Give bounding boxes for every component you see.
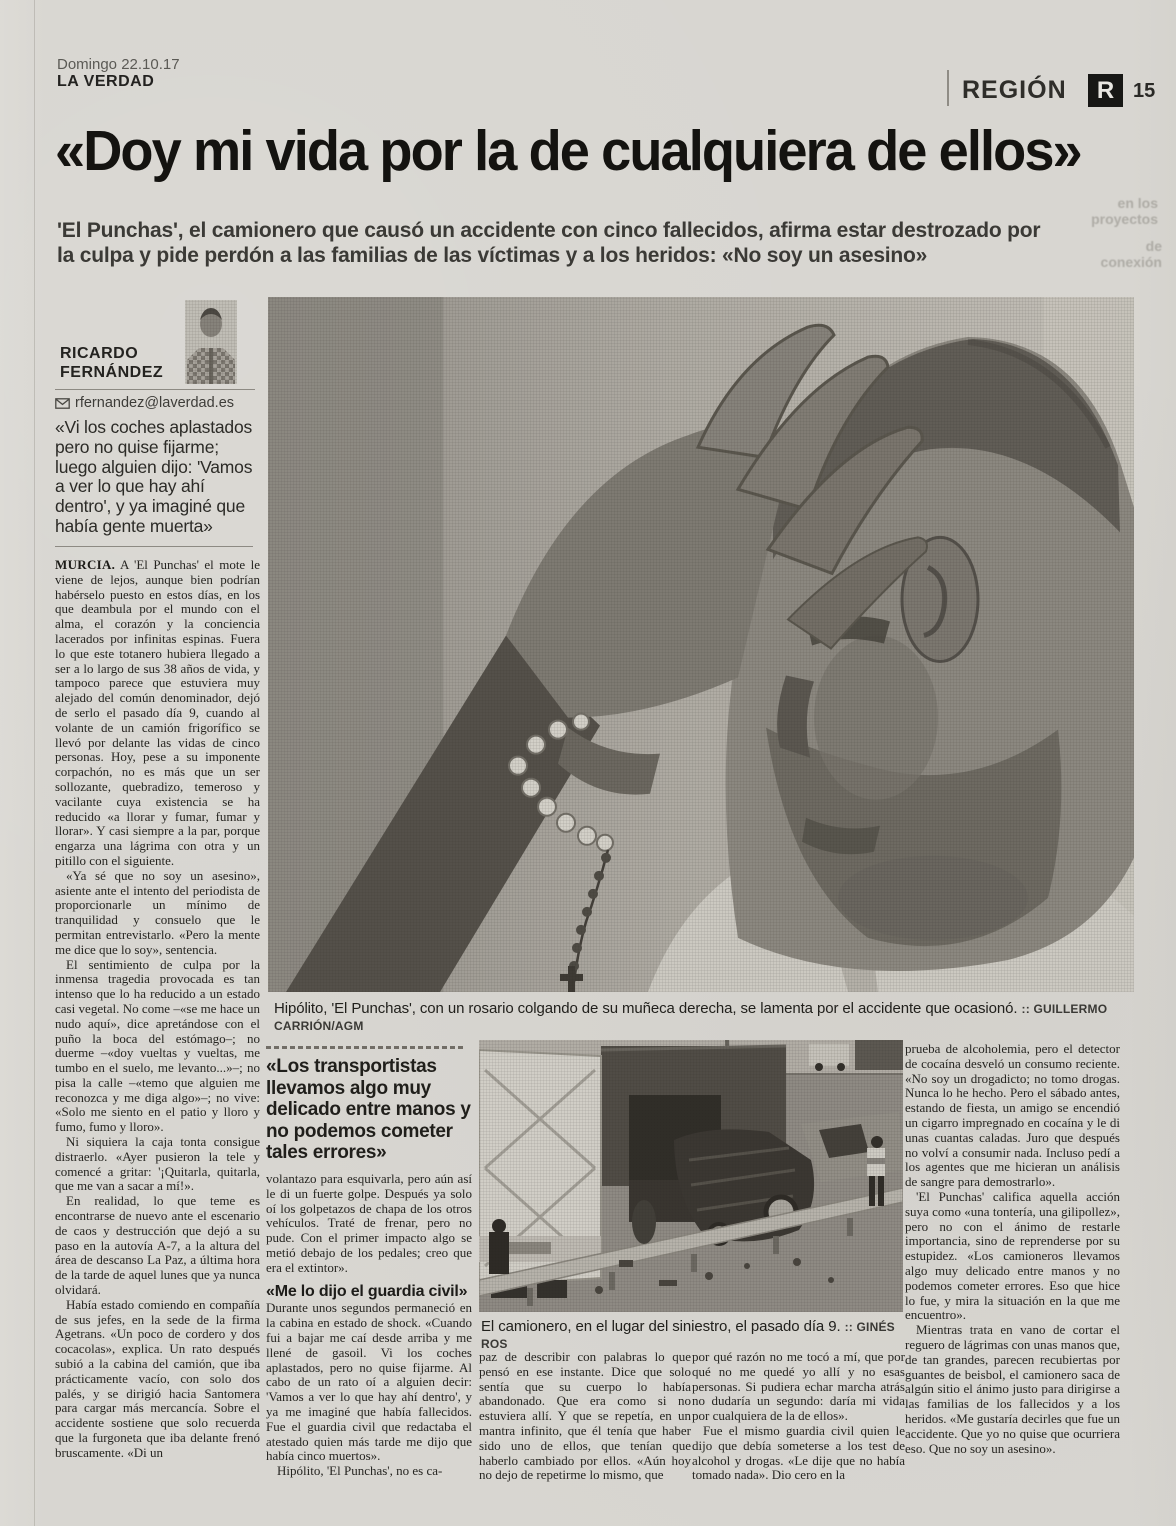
body-column-3 — [479, 1350, 691, 1520]
paragraph: Ni siquiera la caja tonta consigue distraerlo. «Ayer pusieron la tele y comencé a gritar: '¡Quitarla, quitarla, que me van a sacar a mí!». — [55, 1134, 260, 1194]
paragraph: Durante unos segundos permaneció en la cabina en estado de shock. «Cuando fui a bajar me caí desde arriba y me llené de gasoil. Vi los coches aplastados, pero no quise fijarme. Al cabo de un rato oí a alguien decir: 'Vamos a ver lo que hay ahí dentro', y ya me imaginé que había fallecidos. Fue el guardia civil que redactaba el atestado quien más tarde me dijo que había cinco muertos». — [266, 1300, 472, 1464]
edition-date: Domingo 22.10.17 — [57, 56, 180, 73]
reporter-photo — [185, 300, 237, 384]
body-column-4 — [692, 1350, 905, 1520]
section-badge: R — [1088, 74, 1123, 107]
pull-quote-first: «Vi los coches aplastados pero no quise fijarme; luego alguien dijo: 'Vamos a ver lo que hay ahí dentro', y ya imaginé que había gente muerta» — [55, 417, 253, 536]
paragraph: Había estado comiendo en compañía de sus jefes, en la sede de la firma Agetrans. «Un poco de cordero y dos cocacolas», explica. Un rato después subió a la cabina del camión, que iba prácticamente vacío, con solo dos palés, y se dirigió hacia Santomera para cargar más mercancía. Sobre el accidente sostiene que solo recuerda que la furgoneta que iba delante frenó bruscamente. «Di un — [55, 1296, 260, 1460]
main-photo — [268, 297, 1134, 992]
paragraph: Hipólito, 'El Punchas', no es ca- — [277, 1463, 443, 1479]
bleed-through-text: en los proyectos — [1091, 195, 1158, 227]
paragraph: Fue el mismo guardia civil quien le dijo que debía someterse a los test de alcohol y drogas. «Le dije que no había tomado nada». Dio cero en la — [692, 1422, 905, 1483]
main-photo-caption: Hipólito, 'El Punchas', con un rosario colgando de su muñeca derecha, se lamenta por el accidente que ocasionó. :: GUILLERMO CARRIÓN/AGM — [274, 1000, 1108, 1033]
paragraph: volantazo para esquivarla, pero aún así le di un fuerte golpe. Después ya solo oí los golpetazos de chapa de los otros vehículos. Traté de frenar, pero no pude. Con el primer impacto algo se metió debajo de los pedales; creo que era el extintor». — [266, 1172, 472, 1275]
byline-rule — [55, 389, 255, 390]
paragraph: Mientras trata en vano de cortar el reguero de lágrimas con unas manos que, de tan grandes, parecen recubiertas por guantes de beisbol, el camionero saca de algún sitio el ánimo justo para dirigirse a las familias de los fallecidos y a los heridos. «Me gustaría decirles que fue un accidente. Que yo no quise que ocurriera eso. Que no soy un asesino». — [905, 1322, 1120, 1456]
main-headline: «Doy mi vida por la de cualquiera de ellos» — [55, 119, 1081, 183]
paragraph: prueba de alcoholemia, pero el detector de cocaína desveló un consumo reciente. «No soy un drogadicto; no tomo drogas. Nunca lo he hecho. Pero el sábado antes, estando de fiesta, un amigo se encendió un cigarro impregnado en cocaína y le di unas cuantas caladas. Juro que después no volví a consumir nada. Incluso pedí a los agentes que me hicieran un análisis de sangre para demostrarlo». — [905, 1042, 1120, 1190]
paragraph: 'El Punchas' califica aquella acción suya como «una tontería, una gilipollez», pero no con el ánimo de restarle importancia, sino de reprenderse por su estupidez. «Los camioneros llevamos algo muy delicado entre manos y no podemos cometer errores. Eso que hice lo fue, y mira la situación en la que me encuentro». — [905, 1188, 1120, 1323]
body-column-2 — [266, 1172, 472, 1524]
accident-photo-caption: El camionero, en el lugar del siniestro, el pasado día 9. :: GINÉS ROS — [481, 1318, 895, 1351]
section-divider — [947, 70, 949, 106]
body-column-5 — [905, 1042, 1120, 1522]
pull-quote-rule — [55, 546, 253, 547]
section-title: REGIÓN — [962, 76, 1067, 104]
dateline: MURCIA. — [55, 558, 116, 572]
paragraph: por qué razón no me tocó a mí, que por qué no me quedé yo allí y no esas personas. Si pudiera echar marcha atrás no dudaría un segundo: daría mi vida por cualquiera de la de ellos». — [692, 1350, 905, 1424]
page-number: 15 — [1133, 80, 1156, 102]
newspaper-brand: LA VERDAD — [57, 73, 155, 90]
inline-subhead: «Me lo dijo el guardia civil» — [266, 1282, 468, 1300]
subheadline-deck: 'El Punchas', el camionero que causó un accidente con cinco fallecidos, afirma estar destrozado por la culpa y pide perdón a las familias de las víctimas y a los heridos: «No soy un asesino» — [57, 219, 1041, 267]
paragraph: paz de describir con palabras lo que pensó en ese instante. Dice que solo sentía que su cuerpo lo había abandonado. Que era como si no estuviera allí. Y que se repetía, en un mantra infinito, que él tenía que haber sido uno de ellos, que tenían que haberlo cambiado por ellos. «Aún hoy no dejo de repetirme lo mismo, que — [479, 1350, 691, 1483]
body-column-1 — [55, 558, 260, 1514]
author-email-row — [55, 395, 234, 411]
author-email: rfernandez@laverdad.es — [75, 395, 235, 411]
paragraph: «Ya sé que no soy un asesino», asiente ante el intento del periodista de proporcionarle un mínimo de tranquilidad y consuelo que le permitan entrevistarlo. «Pero la mente me dice que lo soy», sentencia. — [55, 867, 260, 957]
byline-author: RICARDO FERNÁNDEZ — [60, 345, 164, 381]
pull-quote-second: «Los transportistas llevamos algo muy delicado entre manos y no podemos cometer tales errores» — [266, 1056, 471, 1163]
photo-credit: :: GINÉS ROS — [481, 1320, 895, 1351]
paragraph: En realidad, lo que teme es encontrarse de nuevo ante el escenario de caos y destrucción que dejó a su paso en la autovía A-7, a la altura del área de descanso La Paz, a última hora de la tarde de aquel lunes que ya nunca olvidará. — [55, 1193, 260, 1298]
paragraph: MURCIA. A 'El Punchas' el mote le viene de lejos, aunque bien podrían habérselo puesto en estos días, en los que deambula por el mundo con el alma, el corazón y la conciencia lacerados por infinitas espinas. Fuera lo que este totanero hubiera llegado a ser a lo largo de sus 38 años de vida, y tampoco parece que estuviera muy alejado del común denominador, dejó de serlo el pasado día 9, cuando al volante de un camión frigorífico se llevó por delante las vidas de cinco personas. Hoy, pese a su imponente corpachón, no es más que un ser sollozante, quebradizo, temeroso y vacilante cuya existencia se ha reducido «a llorar y fumar, fumar y llorar». Y casi siempre a la par, porque engarza una lágrima con otra y un pitillo con el siguiente. — [55, 558, 260, 868]
paragraph: El sentimiento de culpa por la inmensa tragedia provocada es tan intenso que lo ha reducido a un estado casi vegetal. No come –«se me hace un nudo aquí», dice apretándose con el puño la boca del estómago–; no duerme –«doy vueltas y vueltas, me tumbo en el suelo, me levanto...»–; no pisa la calle –«temo que alguien me reconozca y me diga algo»–; no vive: «Solo me siento en el patio y lloro y fumo, fumo y lloro». — [55, 956, 260, 1135]
accident-photo — [479, 1040, 903, 1312]
pull-quote-chain-rule — [266, 1046, 464, 1049]
bleed-through-text: de conexión — [1100, 238, 1162, 270]
envelope-icon — [55, 398, 70, 409]
photo-credit: :: GUILLERMO CARRIÓN/AGM — [274, 1002, 1108, 1033]
